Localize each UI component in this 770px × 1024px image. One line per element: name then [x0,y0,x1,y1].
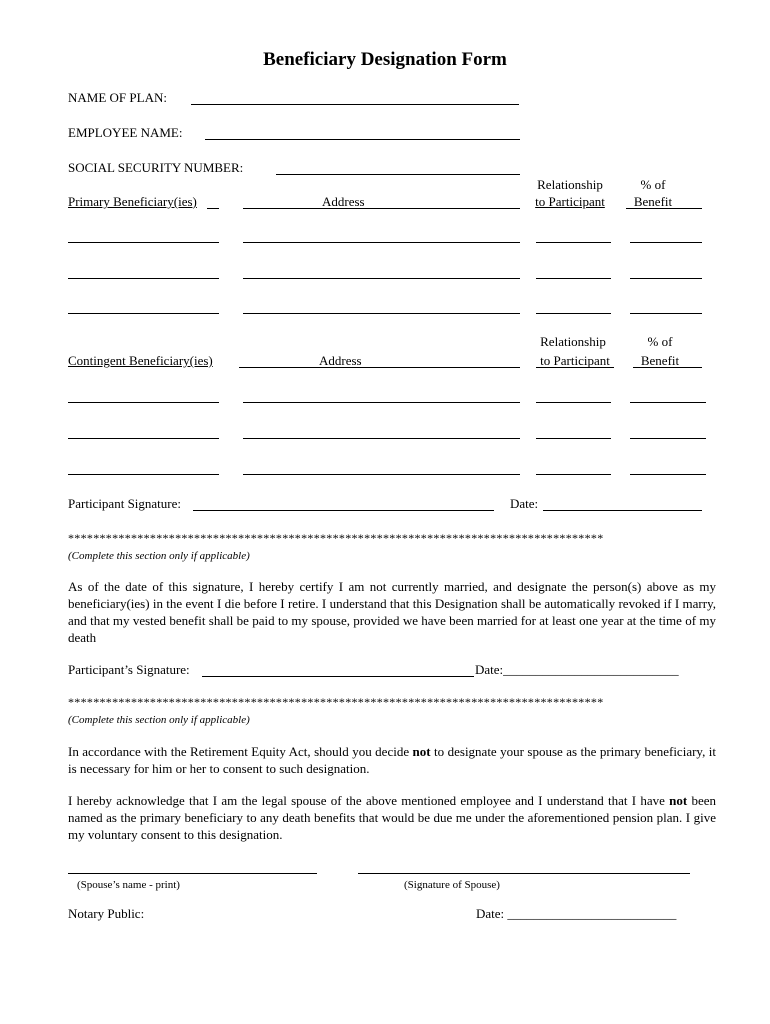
page-title: Beneficiary Designation Form [263,49,507,70]
contingent-name-field[interactable] [68,474,219,475]
primary-percent-heading-2: Benefit [633,194,673,209]
contingent-relationship-heading-1: Relationship [540,334,606,349]
primary-percent-field[interactable] [630,242,702,243]
ssn-field[interactable] [276,174,520,175]
primary-percent-field[interactable] [630,313,702,314]
rea-bold-not: not [412,744,431,759]
primary-relationship-heading-2: to Participant [535,194,605,209]
primary-percent-field[interactable] [630,278,702,279]
primary-name-field[interactable] [68,242,219,243]
contingent-relationship-field[interactable] [536,402,611,403]
contingent-relationship-rule [536,367,614,368]
ack-text-1: I hereby acknowledge that I am the legal spouse of the above mentioned employee and I understand that I have [68,793,670,808]
contingent-percent-heading-1: % of [647,334,673,349]
contingent-beneficiary-heading: Contingent Beneficiary(ies) [68,353,213,368]
employee-name-field[interactable] [205,139,520,140]
section-note: (Complete this section only if applicable) [68,550,250,562]
spouse-name-field[interactable] [68,873,317,874]
divider-stars: ************************************************************************************* [68,695,604,709]
participants-date-label[interactable]: Date:___________________________ [475,662,679,677]
contingent-percent-field[interactable] [630,474,706,475]
primary-name-field[interactable] [68,278,219,279]
notary-public-label: Notary Public: [68,906,145,921]
participant-date-field[interactable] [543,510,702,511]
contingent-percent-field[interactable] [630,438,706,439]
spouse-signature-caption: (Signature of Spouse) [404,879,500,891]
employee-name-label: EMPLOYEE NAME: [68,125,183,140]
contingent-percent-heading-2: Benefit [640,353,680,368]
rea-text-1: In accordance with the Retirement Equity Act, should you decide [68,744,413,759]
primary-address-rule [243,208,520,209]
contingent-percent-rule [633,367,702,368]
participants-signature-label: Participant’s Signature: [68,662,190,677]
notary-date-label[interactable]: Date: __________________________ [476,906,677,921]
rea-text-2: to designate your spouse as the primary beneficiary, it is necessary for him or her to consent to such designation. [68,744,716,776]
spouse-name-caption: (Spouse’s name - print) [77,879,180,891]
primary-address-field[interactable] [243,313,520,314]
primary-heading-rule [207,208,219,209]
contingent-address-field[interactable] [243,402,520,403]
contingent-percent-field[interactable] [630,402,706,403]
contingent-address-rule [239,367,520,368]
participant-date-label: Date: [510,496,539,511]
primary-address-heading: Address [322,194,365,209]
participant-signature-field[interactable] [193,510,494,511]
primary-relationship-field[interactable] [536,278,611,279]
spouse-signature-field[interactable] [358,873,690,874]
primary-relationship-heading-1: Relationship [537,177,603,192]
contingent-relationship-field[interactable] [536,438,611,439]
plan-name-label: NAME OF PLAN: [68,90,167,105]
primary-relationship-field[interactable] [536,242,611,243]
contingent-name-field[interactable] [68,402,219,403]
section-note: (Complete this section only if applicable) [68,714,250,726]
primary-beneficiary-heading: Primary Beneficiary(ies) [68,194,197,209]
rea-paragraph [68,743,716,777]
contingent-address-field[interactable] [243,438,520,439]
ack-text-2: been named as the primary beneficiary to any death benefits that would be due me under the aforementioned pension plan. I give my voluntary consent to this designation. [68,793,716,842]
primary-address-field[interactable] [243,242,520,243]
contingent-address-field[interactable] [243,474,520,475]
plan-name-field[interactable] [191,104,519,105]
participants-signature-field[interactable] [202,676,474,677]
divider-stars: ************************************************************************************* [68,531,604,545]
primary-relationship-field[interactable] [536,313,611,314]
participant-signature-label: Participant Signature: [68,496,182,511]
unmarried-certification-paragraph: As of the date of this signature, I hereby certify I am not currently married, and designate the person(s) above as my beneficiary(ies) in the event I die before I retire. I understand that this Designation shall be automatically revoked if I marry, and that my vested benefit shall be paid to my spouse, provided we have been married for at least one year at the time of my death [68,579,716,645]
contingent-name-field[interactable] [68,438,219,439]
primary-address-field[interactable] [243,278,520,279]
primary-percent-heading-1: % of [640,177,666,192]
primary-name-field[interactable] [68,313,219,314]
ssn-label: SOCIAL SECURITY NUMBER: [68,160,244,175]
contingent-relationship-field[interactable] [536,474,611,475]
ack-bold-not: not [669,793,688,808]
spouse-acknowledgement-paragraph [68,792,716,843]
contingent-relationship-heading-2: to Participant [540,353,610,368]
primary-percent-rule [626,208,702,209]
contingent-address-heading: Address [319,353,362,368]
